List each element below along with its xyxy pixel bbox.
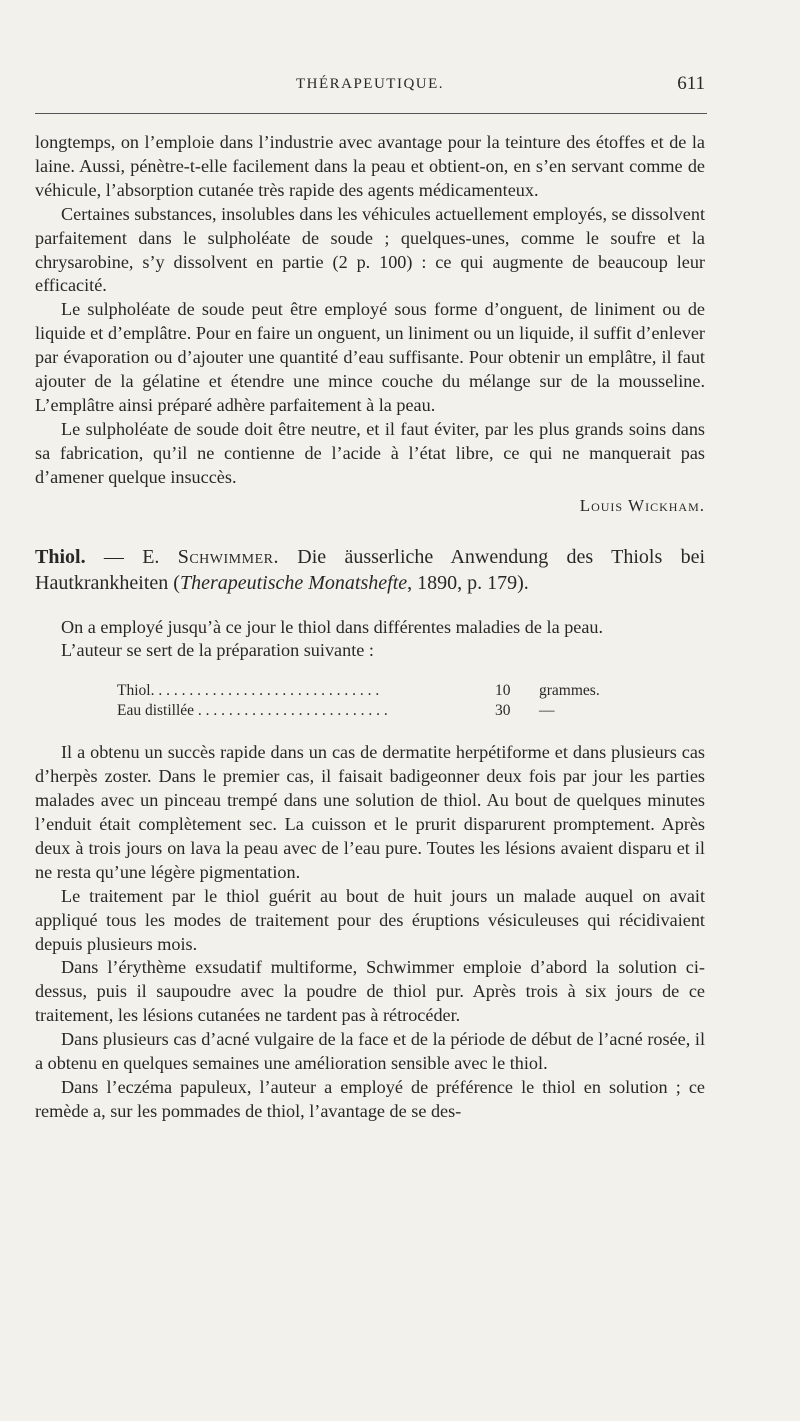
recipe-item: Eau distillée . . . . . . . . . . . . . . . . . . . . . . . . . <box>117 702 388 720</box>
recipe-item: Thiol. . . . . . . . . . . . . . . . . . . . . . . . . . . . . . <box>117 682 380 700</box>
paragraph: Le sulpholéate de soude doit être neutre, et il faut éviter, par les plus grands soins dans sa fabrication, qu’il ne contienne de l’acide à l’état libre, ce qui ne manquerait pas d’amener quelque insuccès. <box>35 418 705 487</box>
article-subject: Thiol. <box>35 545 86 568</box>
paragraph: Dans l’eczéma papuleux, l’auteur a employé de préférence le thiol en solution ; ce remède a, sur les pommades de thiol, l’avantage de se des- <box>35 1077 705 1121</box>
paragraph: Le sulpholéate de soude peut être employé sous forme d’onguent, de liniment ou de liquide et d’emplâtre. Pour en faire un onguent, un liniment ou un liquide, il suffit d’enlever par évaporation ou d’ajouter une quantité d’eau suffisante. Pour obtenir un emplâtre, il faut ajouter de la gélatine et étendre une mince couche du mélange sur de la mousseline. L’emplâtre ainsi préparé adhère parfaitement à la peau. <box>35 299 705 415</box>
citation-end: , 1890, p. 179). <box>407 571 529 594</box>
paragraph: Dans l’érythème exsudatif multiforme, Schwimmer emploie d’abord la solution ci-dessus, puis il saupoudre avec la poudre de thiol pur. Après trois à six jours de ce traitement, les lésions cutanées ne tardent pas à rétrocéder. <box>35 957 705 1026</box>
paragraph: L’auteur se sert de la préparation suivante : <box>61 640 374 661</box>
paragraph: Le traitement par le thiol guérit au bout de huit jours un malade auquel on avait appliqué tous les modes de traitement pour des éruptions vésiculeuses qui récidivaient depuis plusieurs mois. <box>35 885 705 954</box>
recipe-quantity: 30 <box>495 702 511 720</box>
heading-dash: — <box>85 545 143 568</box>
page-body <box>35 131 705 1124</box>
recipe-table <box>117 681 705 721</box>
paragraph: Certaines substances, insolubles dans les véhicules actuellement employés, se dissolvent parfaitement dans le sulpholéate de soude ; quelques-unes, comme le soufre et la chrysarobine, s’y dissolvent en partie (2 p. 100) : ce qui augmente de beaucoup leur efficacité. <box>35 203 705 296</box>
recipe-row <box>117 701 705 721</box>
article-title-text: Die äusserliche Anwendung des Thiols bei Hautkrankheiten ( <box>35 545 706 594</box>
article-author: Schwimmer. <box>177 545 279 568</box>
author-signature: Louis Wickham. <box>579 495 705 515</box>
journal-name: Therapeutische Monatshefte <box>179 571 408 594</box>
running-title: THÉRAPEUTIQUE. <box>295 76 445 92</box>
page-number: 611 <box>677 73 705 94</box>
author-initial: E. <box>142 545 178 568</box>
paragraph: longtemps, on l’emploie dans l’industrie avec avantage pour la teinture des étoffes et de la laine. Aussi, pénètre-t-elle facilement dans la peau et obtient-on, en s’en servant comme de véhicule, l’absorption cutanée très rapide des agents médicamenteux. <box>35 132 705 200</box>
recipe-quantity: 10 <box>495 682 511 700</box>
paragraph: On a employé jusqu’à ce jour le thiol dans différentes maladies de la peau. <box>61 616 604 637</box>
article-heading <box>35 544 705 596</box>
spacer <box>35 596 705 616</box>
recipe-row <box>117 681 705 701</box>
header-rule <box>35 113 707 114</box>
paragraph: Dans plusieurs cas d’acné vulgaire de la face et de la période de début de l’acné rosée, il a obtenu en quelques semaines une amélioration sensible avec le thiol. <box>35 1029 705 1074</box>
page-header <box>35 73 705 102</box>
paragraph: Il a obtenu un succès rapide dans un cas de dermatite herpétiforme et dans plusieurs cas d’herpès zoster. Dans le premier cas, il faisait badigeonner deux fois par jour les parties malades avec un pinceau trempé dans une solution de thiol. Au bout de quelques minutes l’enduit était complètement sec. La cuisson et le prurit disparurent promptement. Après deux à trois jours on lava la peau avec de l’eau pure. Toutes les lésions avaient disparu et il ne resta qu’une légère pigmentation. <box>35 742 705 882</box>
recipe-unit: grammes. <box>539 682 600 700</box>
recipe-unit: — <box>539 702 555 720</box>
